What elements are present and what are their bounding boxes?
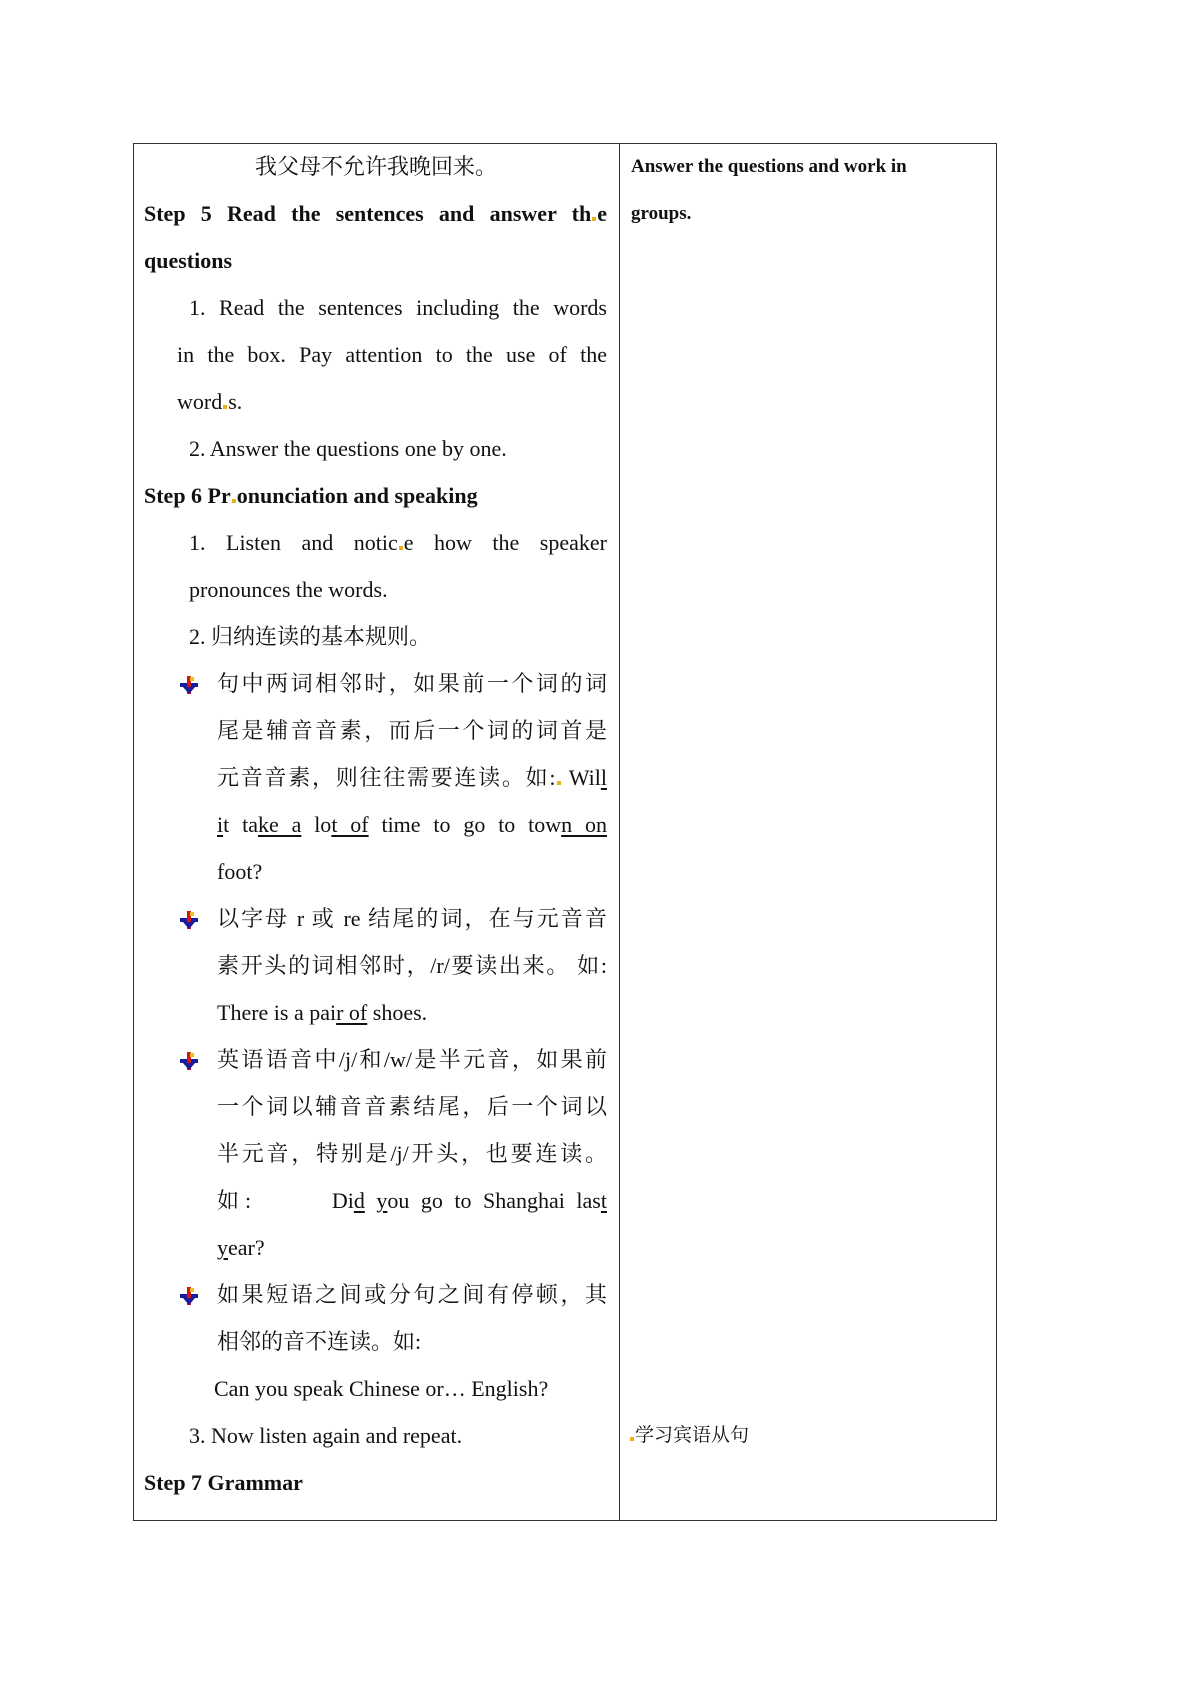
step6-item1-line1: 1. Listen and notic e how the speaker bbox=[189, 530, 607, 555]
intro-chinese-line: 我父母不允许我晚回来。 bbox=[255, 154, 498, 179]
rule1-line2: 尾是辅音音素，而后一个词的词首是 bbox=[217, 718, 607, 743]
rule3-line2: 一个词以辅音音素结尾，后一个词以 bbox=[217, 1094, 607, 1119]
step5-title: Step 5 Read the sentences and answer th e bbox=[144, 201, 607, 226]
edit-mark bbox=[630, 1437, 634, 1441]
step5-title-cont: questions bbox=[144, 248, 233, 273]
step7-title: Step 7 Grammar bbox=[144, 1470, 303, 1495]
rule2-line2: 素开头的词相邻时，/r/要读出来。 如: bbox=[217, 953, 607, 978]
rule1-line4: it take a lot of time to go to town on bbox=[217, 812, 607, 837]
step6-item3: 3. Now listen again and repeat. bbox=[189, 1423, 463, 1448]
step5-item1-line3: word s. bbox=[177, 389, 243, 414]
rule2-line1: 以字母 r 或 re 结尾的词，在与元音音 bbox=[217, 906, 607, 931]
rule3-line3: 半元音，特别是/j/开头，也要连读。 bbox=[217, 1141, 607, 1166]
step6-title: Step 6 Pr onunciation and speaking bbox=[144, 483, 478, 508]
rule2-line3: There is a pair of shoes. bbox=[217, 1000, 428, 1025]
rule1-line5: foot? bbox=[217, 859, 263, 884]
rule3-line5: year? bbox=[217, 1235, 265, 1260]
activity-line1: Answer the questions and work in bbox=[631, 156, 907, 177]
rule1-line3: 元音音素，则往往需要连读。如: Will bbox=[217, 765, 607, 790]
plus-arrow-bullet-icon bbox=[178, 1285, 200, 1307]
step5-item1-line2: in the box. Pay attention to the use of the bbox=[177, 342, 607, 367]
plus-arrow-bullet-icon bbox=[178, 909, 200, 931]
edit-mark bbox=[592, 217, 596, 221]
step5-item2: 2. Answer the questions one by one. bbox=[189, 436, 507, 461]
rule4-line2: 相邻的音不连读。如: bbox=[217, 1329, 422, 1354]
edit-mark bbox=[223, 405, 227, 409]
plus-arrow-bullet-icon bbox=[178, 1050, 200, 1072]
edit-mark bbox=[399, 546, 403, 550]
rule4-example: Can you speak Chinese or… English? bbox=[214, 1376, 549, 1401]
step5-item1-line1: 1. Read the sentences including the words bbox=[189, 295, 607, 320]
plus-arrow-bullet-icon bbox=[178, 674, 200, 696]
edit-mark bbox=[232, 499, 236, 503]
column-divider bbox=[619, 144, 620, 1520]
rule3-line1: 英语语音中/j/和/w/是半元音，如果前 bbox=[217, 1047, 607, 1072]
grammar-note: 学习宾语从句 bbox=[629, 1421, 749, 1451]
edit-mark bbox=[557, 781, 561, 785]
lesson-table bbox=[133, 143, 997, 1521]
rule3-line4: 如: Did you go to Shanghai last bbox=[217, 1188, 607, 1213]
rule4-line1: 如果短语之间或分句之间有停顿，其 bbox=[217, 1282, 607, 1307]
step6-item1-line2: pronounces the words. bbox=[189, 577, 388, 602]
step6-item2: 2. 归纳连读的基本规则。 bbox=[189, 624, 432, 649]
rule1-line1: 句中两词相邻时，如果前一个词的词 bbox=[217, 671, 607, 696]
activity-line2: groups. bbox=[631, 203, 692, 224]
